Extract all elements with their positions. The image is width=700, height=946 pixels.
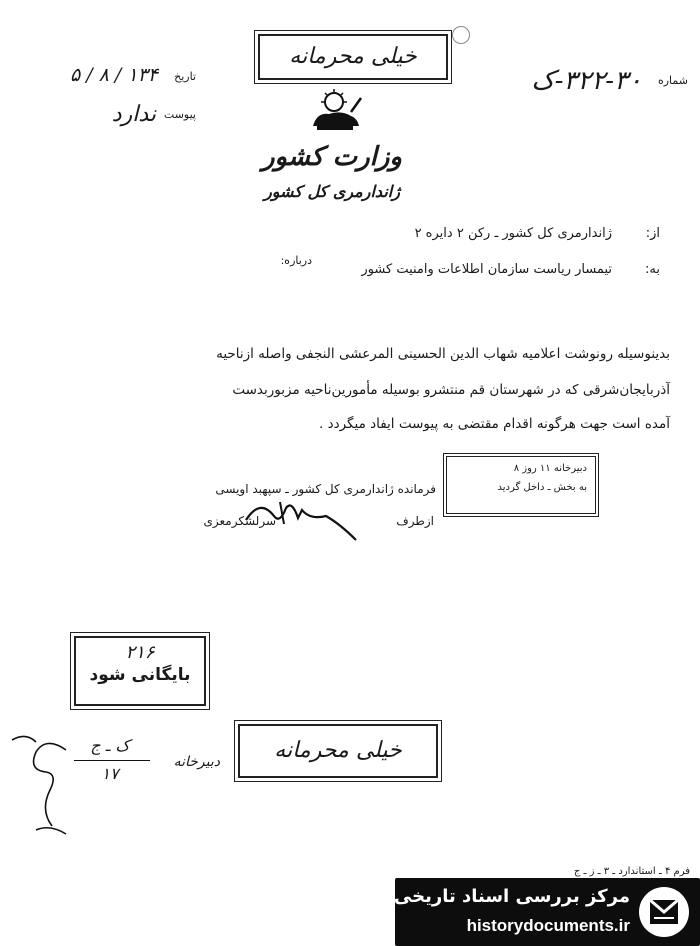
classification-text: خیلی محرمانه: [289, 44, 417, 69]
attachment-label: پیوست: [163, 108, 196, 121]
body-line-1: بدینوسیله رونوشت اعلامیه شهاب الدین الحسینی المرعشی النجفی واصله ازناحیه: [216, 346, 670, 362]
classification-stamp-top: [258, 34, 448, 80]
handwritten-signature-icon: [240, 490, 360, 546]
date-field: [8, 64, 198, 90]
watermark-title: مرکز بررسی اسناد تاریخی: [393, 886, 630, 907]
receipt-stamp-line-2: به بخش ـ داخل گردید: [497, 482, 587, 493]
watermark-url: historydocuments.ir: [466, 916, 630, 935]
classification-text-bottom: خیلی محرمانه: [274, 738, 402, 763]
body-line-3: آمده است جهت هرگونه اقدام مقتضی به پیوست ایفاد میگردد .: [318, 416, 670, 432]
classification-stamp-bottom: [238, 724, 438, 778]
ministry-title: وزارت کشور: [262, 142, 402, 172]
commander-line: فرمانده ژاندارمری کل کشور ـ سپهبد اویسی: [215, 482, 436, 496]
archive-number: ۲۱۶: [125, 642, 155, 663]
department-title: ژاندارمری کل کشور: [264, 182, 400, 201]
margin-note-prefix: دبیرخانه: [173, 754, 220, 770]
date-value: ۱۳۴ / ۸ / ۵: [69, 64, 158, 86]
number-field: [480, 66, 690, 100]
archive-stamp: [74, 636, 206, 706]
number-label: شماره: [657, 74, 688, 87]
archive-text: بایگانی شود: [89, 665, 191, 685]
archive-logo-icon: [636, 884, 692, 940]
punch-hole-mark: [452, 26, 470, 44]
receipt-stamp: [446, 456, 596, 514]
margin-note-fraction-bottom: ۱۷: [101, 764, 119, 783]
number-value: ۳۲۲-۳۰-ک: [531, 66, 642, 96]
attachment-value: ندارد: [111, 102, 156, 127]
from-value: ژاندارمری کل کشور ـ رکن ۲ دایره ۲: [414, 226, 612, 241]
date-label: تاریخ: [174, 70, 196, 83]
to-label: به:: [645, 262, 660, 277]
watermark-banner: [395, 878, 700, 946]
form-code: فرم ۴ ـ استاندارد ـ ۳ ـ ز ـ ج: [573, 866, 690, 877]
handwritten-scribble-icon: [6, 730, 86, 840]
signer-name: سرلشکرمعزی: [203, 514, 276, 528]
lion-and-sun-emblem-icon: [303, 88, 365, 132]
receipt-stamp-line-1: دبیرخانه ۱۱ روز ۸: [513, 463, 587, 474]
margin-note-fraction-top: ک ـ ج: [90, 736, 130, 755]
to-value: تیمسار ریاست سازمان اطلاعات وامنیت کشور: [361, 262, 612, 277]
on-behalf-label: ازطرف: [396, 514, 434, 528]
attachment-field: [60, 100, 198, 134]
from-label: از:: [645, 226, 660, 241]
body-line-2: آذربایجان‌شرقی که در شهرستان قم منتشرو بوسیله مأمورین‌ناحیه مزبوربدست: [232, 382, 670, 398]
subject-label: درباره:: [280, 254, 312, 267]
